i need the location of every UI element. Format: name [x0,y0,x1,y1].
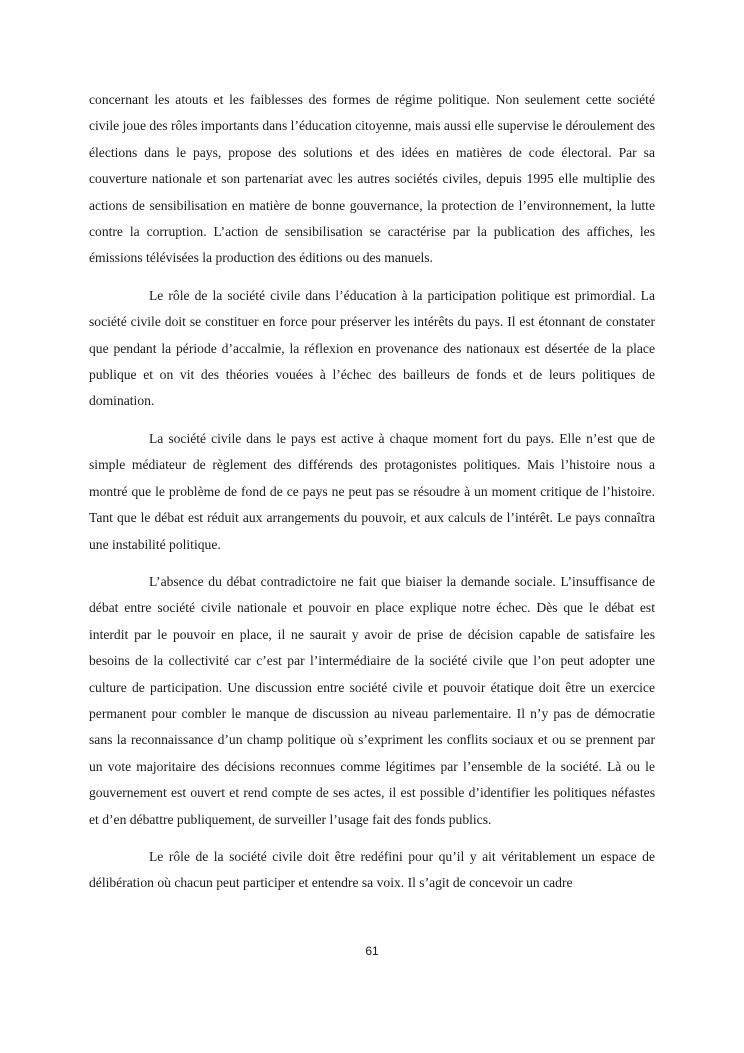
body-text [89,87,655,908]
page-number: 61 [365,944,379,958]
paragraph: Le rôle de la société civile dans l’éducation à la participation politique est primordial. La société civile doit se constituer en force pour préserver les intérêts du pays. Il est étonnant de constater que pendant la période d’accalmie, la réflexion en provenance des nationaux est désertée de la place publique et on vit des théories vouées à l’échec des bailleurs de fonds et de leurs politiques de domination. [89,287,655,409]
paragraph: La société civile dans le pays est active à chaque moment fort du pays. Elle n’est que de simple médiateur de règlement des différends des protagonistes politiques. Mais l’histoire nous a montré que le problème de fond de ce pays ne peut pas se résoudre à un moment critique de l’histoire. Tant que le débat est réduit aux arrangements du pouvoir, et aux calculs de l’intérêt. Le pays connaîtra une instabilité politique. [89,430,655,552]
paragraph: Le rôle de la société civile doit être redéfini pour qu’il y ait véritablement un espace de délibération où chacun peut participer et entendre sa voix. Il s’agit de concevoir un cadre [89,848,655,891]
paragraph: L’absence du débat contradictoire ne fait que biaiser la demande sociale. L’insuffisance de débat entre société civile nationale et pouvoir en place explique notre échec. Dès que le débat est interdit par le pouvoir en place, il ne saurait y avoir de prise de décision capable de satisfaire les besoins de la collectivité car c’est par l’intermédiaire de la société civile que l’on peut adopter une culture de participation. Une discussion entre société civile et pouvoir étatique doit être un exercice permanent pour combler le manque de discussion au niveau parlementaire. Il n’y pas de démocratie sans la reconnaissance d’un champ politique où s’expriment les conflits sociaux et ou se prennent par un vote majoritaire des décisions reconnues comme légitimes par l’ensemble de la société. Là ou le gouvernement est ouvert et rend compte de ses actes, il est possible d’identifier les politiques néfastes et d’en débattre publiquement, de surveiller l’usage fait des fonds publics. [89,573,655,827]
paragraph-continuation: concernant les atouts et les faiblesses des formes de régime politique. Non seulement cette société civile joue des rôles importants dans l’éducation citoyenne, mais aussi elle supervise le déroulement des élections dans le pays, propose des solutions et des idées en matières de code électoral. Par sa couverture nationale et son partenariat avec les autres sociétés civiles, depuis 1995 elle multiplie des actions de sensibilisation en matière de bonne gouvernance, la protection de l’environnement, la lutte contre la corruption. L’action de sensibilisation se caractérise par la publication des affiches, les émissions télévisées la production des éditions ou des manuels. [89,92,655,266]
